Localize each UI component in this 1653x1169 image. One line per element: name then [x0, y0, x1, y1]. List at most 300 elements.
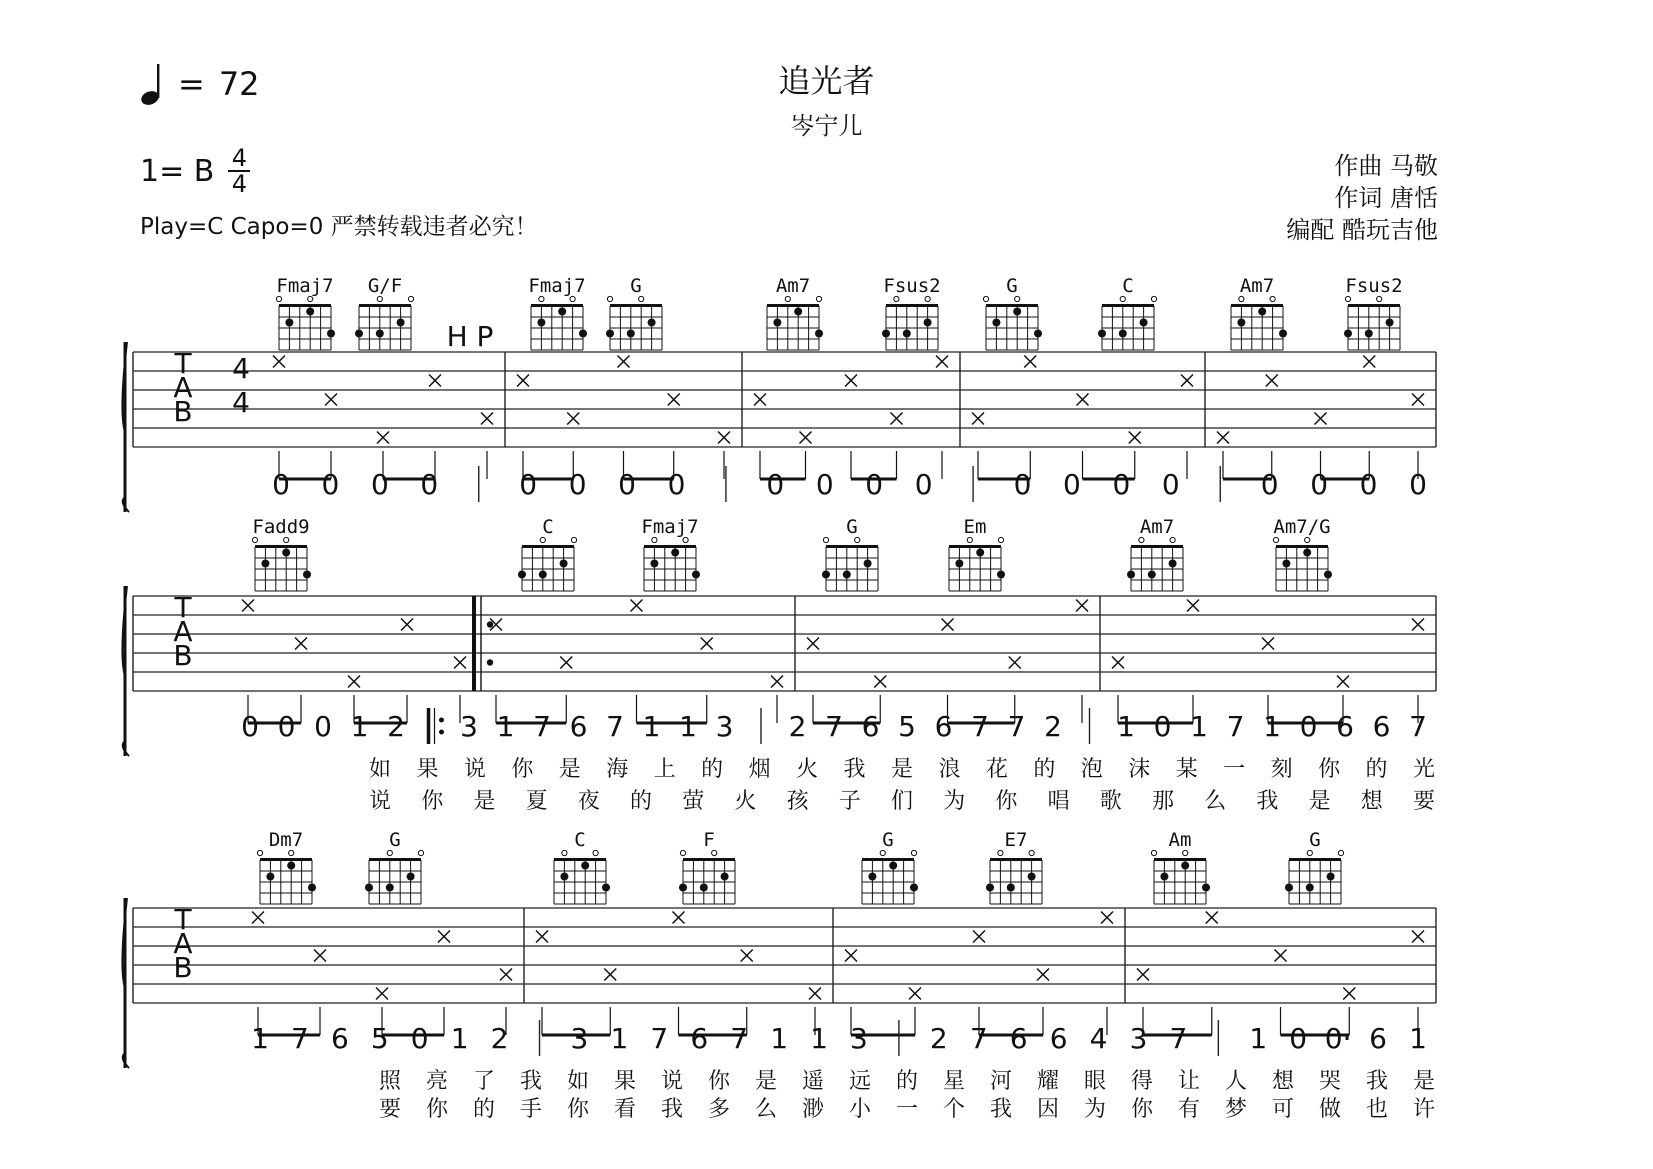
- chord-open-string-marker: [289, 850, 294, 855]
- chord-finger-dot: [650, 560, 658, 568]
- chord-open-string-marker: [540, 537, 545, 542]
- notation-digit: 4: [1089, 1022, 1108, 1055]
- chord-diagram: [949, 537, 1005, 591]
- chord-name: Fmaj7: [528, 275, 586, 297]
- notation-digit: 0: [1063, 468, 1081, 501]
- chord-finger-dot: [671, 549, 679, 557]
- lyric-verse-1: 沫: [1128, 757, 1151, 782]
- lyric-verse-2: 为: [943, 789, 966, 814]
- notation-repeat-dot: [439, 718, 444, 723]
- lyric-verse-2: 的: [472, 1097, 496, 1122]
- chord-open-string-marker: [683, 537, 688, 542]
- chord-finger-dot: [539, 571, 547, 579]
- lyric-verse-2: 我: [1256, 789, 1279, 814]
- chord-finger-dot: [648, 319, 656, 327]
- chord-finger-dot: [1028, 873, 1036, 881]
- lyric-verse-2: 有: [1177, 1097, 1201, 1122]
- chord-open-string-marker: [418, 850, 423, 855]
- chord-open-string-marker: [308, 296, 313, 301]
- chord-finger-dot: [924, 319, 932, 327]
- chord-open-string-marker: [570, 296, 575, 301]
- chord-diagram: [822, 537, 878, 591]
- notation-digit: 1: [610, 1022, 629, 1055]
- notation-digit: 0: [277, 710, 296, 743]
- chord-diagram: [983, 296, 1042, 350]
- chord-nut: [610, 304, 662, 307]
- chord-name: Am7: [1139, 516, 1175, 538]
- chord-finger-dot: [560, 560, 568, 568]
- notation-digit: 6: [934, 710, 953, 743]
- chord-name: C: [1122, 275, 1134, 297]
- chord-open-string-marker: [1015, 296, 1020, 301]
- chord-finger-dot: [868, 873, 876, 881]
- chord-name: Fadd9: [252, 516, 310, 538]
- lyric-verse-2: 那: [1151, 789, 1175, 814]
- tempo-equals: =: [178, 65, 205, 103]
- lyric-verse-2: 手: [519, 1097, 543, 1122]
- chord-open-string-marker: [652, 537, 657, 542]
- lyric-verse-1: 了: [472, 1069, 496, 1094]
- chord-open-string-marker: [998, 850, 1003, 855]
- chord-finger-dot: [285, 319, 293, 327]
- notation-digit: 0: [420, 468, 439, 501]
- chord-finger-dot: [903, 330, 911, 338]
- chord-open-string-marker: [855, 537, 860, 542]
- lyric-verse-1: 是: [754, 1069, 778, 1094]
- tab-clef-letter: A: [173, 371, 193, 404]
- composer-credit: 作曲 马敬: [1334, 152, 1438, 180]
- notation-digit: 7: [1226, 710, 1245, 743]
- lyric-verse-1: 海: [606, 757, 629, 782]
- lyric-verse-1: 你: [1318, 757, 1341, 782]
- notation-digit: 6: [1369, 1022, 1387, 1055]
- chord-diagram: [252, 537, 311, 591]
- notation-digit: 7: [1169, 1022, 1188, 1055]
- chord-name: Fsus2: [1345, 275, 1403, 297]
- chord-finger-dot: [1258, 308, 1266, 316]
- notation-digit: 0: [568, 468, 587, 501]
- chord-finger-dot: [815, 330, 823, 338]
- lyric-verse-2: 么: [1204, 789, 1227, 814]
- lyric-verse-1: 照: [378, 1069, 402, 1094]
- notation-digit: 7: [971, 710, 989, 743]
- chord-nut: [359, 304, 411, 307]
- notation-digit: 6: [1372, 710, 1391, 743]
- notation-digit: 7: [825, 710, 843, 743]
- lyric-verse-1: 光: [1412, 757, 1436, 782]
- chord-finger-dot: [376, 330, 384, 338]
- chord-diagram: [257, 850, 316, 904]
- lyric-verse-1: 远: [848, 1069, 872, 1094]
- chord-open-string-marker: [1151, 296, 1156, 301]
- chord-finger-dot: [1098, 330, 1106, 338]
- chord-name: G: [1309, 829, 1321, 851]
- lyric-verse-2: 你: [425, 1097, 449, 1122]
- chord-open-string-marker: [639, 296, 644, 301]
- lyric-verse-1: 眼: [1083, 1069, 1107, 1094]
- chord-open-string-marker: [712, 850, 717, 855]
- chord-finger-dot: [955, 560, 963, 568]
- tab-time-signature: 4: [232, 386, 250, 419]
- notation-digit: 6: [330, 1022, 349, 1055]
- chord-diagram: [1127, 537, 1183, 591]
- chord-open-string-marker: [785, 296, 790, 301]
- lyric-verse-1: 亮: [425, 1069, 449, 1094]
- notation-digit: 0: [1409, 468, 1427, 501]
- notation-digit: 3: [850, 1022, 868, 1055]
- chord-nut: [1289, 858, 1341, 861]
- chord-finger-dot: [386, 884, 394, 892]
- chord-finger-dot: [843, 571, 851, 579]
- lyric-verse-2: 你: [1130, 1097, 1154, 1122]
- notation-digit: 6: [690, 1022, 709, 1055]
- notation-digit: 0: [1013, 468, 1032, 501]
- chord-name: C: [542, 516, 554, 538]
- notation-digit: 0: [241, 710, 259, 743]
- notation-digit: 0: [1161, 468, 1180, 501]
- chord-nut: [986, 304, 1038, 307]
- chord-open-string-marker: [1139, 537, 1144, 542]
- chord-finger-dot: [1303, 549, 1311, 557]
- repeat-dot: [487, 659, 493, 665]
- lyric-verse-2: 看: [613, 1097, 637, 1122]
- chord-name: Fmaj7: [641, 516, 699, 538]
- notation-digit: 1: [770, 1022, 789, 1055]
- notation-digit: 1: [642, 710, 661, 743]
- notation-digit: 3: [570, 1022, 589, 1055]
- lyric-verse-1: 果: [416, 757, 439, 782]
- notation-digit: 7: [650, 1022, 669, 1055]
- lyric-verse-2: 一: [895, 1097, 919, 1122]
- lyric-verse-2: 我: [989, 1097, 1013, 1122]
- chord-finger-dot: [997, 571, 1005, 579]
- chord-diagram: [1273, 537, 1332, 591]
- chord-nut: [862, 858, 914, 861]
- chord-open-string-marker: [998, 537, 1003, 542]
- lyric-verse-1: 让: [1177, 1069, 1201, 1094]
- chord-nut: [369, 858, 421, 861]
- notation-digit: 6: [861, 710, 880, 743]
- chord-diagram: [518, 537, 577, 591]
- notation-digit: 7: [606, 710, 624, 743]
- chord-finger-dot: [1202, 884, 1210, 892]
- chord-finger-dot: [1013, 308, 1021, 316]
- chord-open-string-marker: [562, 850, 567, 855]
- notation-digit: 0: [914, 468, 933, 501]
- lyric-verse-2: 做: [1318, 1097, 1342, 1122]
- lyric-verse-1: 的: [1365, 757, 1388, 782]
- notation-digit: 7: [730, 1022, 749, 1055]
- chord-finger-dot: [976, 549, 984, 557]
- notation-digit: 1: [1409, 1022, 1427, 1055]
- tab-clef-letter: A: [173, 927, 193, 960]
- lyric-verse-1: 果: [613, 1069, 637, 1094]
- chord-finger-dot: [558, 308, 566, 316]
- notation-digit: 0: [1289, 1022, 1308, 1055]
- notation-digit: 0: [618, 468, 636, 501]
- notation-digit: 5: [898, 710, 916, 743]
- chord-name: G/F: [367, 275, 403, 297]
- lyric-verse-1: 说: [660, 1069, 684, 1094]
- lyric-verse-1: 我: [843, 757, 866, 782]
- chord-finger-dot: [287, 862, 295, 870]
- chord-finger-dot: [910, 884, 918, 892]
- chord-diagram: [882, 296, 938, 350]
- notation-digit: 2: [929, 1022, 948, 1055]
- notation-digit: 0: [519, 468, 538, 501]
- chord-finger-dot: [721, 873, 729, 881]
- chord-name: Am: [1168, 829, 1192, 851]
- notation-digit: 1: [1190, 710, 1208, 743]
- notation-digit: 1: [810, 1022, 828, 1055]
- notation-repeat-dot: [439, 730, 444, 735]
- chord-finger-dot: [627, 330, 635, 338]
- lyric-verse-1: 某: [1175, 757, 1198, 782]
- chord-open-string-marker: [894, 296, 899, 301]
- lyric-verse-1: 的: [895, 1069, 919, 1094]
- chord-nut: [1276, 545, 1328, 548]
- notation-digit: 7: [1409, 710, 1427, 743]
- notation-digit: 1: [350, 710, 369, 743]
- chord-open-string-marker: [1345, 296, 1350, 301]
- chord-name: Fmaj7: [276, 275, 334, 297]
- chord-open-string-marker: [823, 537, 828, 542]
- chord-finger-dot: [1148, 571, 1156, 579]
- chord-open-string-marker: [816, 296, 821, 301]
- chord-nut: [279, 304, 331, 307]
- lyric-verse-2: 的: [629, 789, 653, 814]
- notation-digit: 0: [1112, 468, 1131, 501]
- chord-open-string-marker: [680, 850, 685, 855]
- notation-digit: 1: [1263, 710, 1281, 743]
- chord-open-string-marker: [911, 850, 916, 855]
- chord-nut: [767, 304, 819, 307]
- notation-digit: 0: [1359, 468, 1378, 501]
- chord-name: E7: [1004, 829, 1028, 851]
- chord-diagram: [986, 850, 1042, 904]
- chord-finger-dot: [1327, 873, 1335, 881]
- chord-open-string-marker: [377, 296, 382, 301]
- chord-finger-dot: [537, 319, 545, 327]
- chord-open-string-marker: [1183, 850, 1188, 855]
- chord-open-string-marker: [276, 296, 281, 301]
- chord-finger-dot: [1160, 873, 1168, 881]
- notation-digit: 6: [1336, 710, 1354, 743]
- chord-nut: [554, 858, 606, 861]
- chord-finger-dot: [864, 560, 872, 568]
- lyric-verse-1: 烟: [748, 757, 771, 782]
- lyric-verse-2: 因: [1036, 1097, 1060, 1122]
- chord-open-string-marker: [387, 850, 392, 855]
- chord-diagram: [644, 537, 700, 591]
- chord-open-string-marker: [1270, 296, 1275, 301]
- lyric-verse-2: 萤: [682, 789, 705, 814]
- chord-open-string-marker: [593, 850, 598, 855]
- chord-nut: [949, 545, 1001, 548]
- lyric-verse-2: 你: [995, 789, 1018, 814]
- chord-nut: [683, 858, 735, 861]
- chord-finger-dot: [606, 330, 614, 338]
- lyric-verse-1: 泡: [1080, 757, 1103, 782]
- chord-finger-dot: [1386, 319, 1394, 327]
- chord-name: Em: [963, 516, 987, 538]
- lyric-verse-2: 小: [848, 1097, 872, 1122]
- notation-digit: 1: [679, 710, 697, 743]
- chord-open-string-marker: [539, 296, 544, 301]
- notation-digit: 0·: [1324, 1022, 1352, 1055]
- notation-digit: 7: [969, 1022, 988, 1055]
- chord-name: G: [630, 275, 642, 297]
- notation-digit: 0: [314, 710, 332, 743]
- chord-finger-dot: [365, 884, 373, 892]
- chord-finger-dot: [1119, 330, 1127, 338]
- lyric-verse-2: 歌: [1099, 789, 1122, 814]
- chord-open-string-marker: [983, 296, 988, 301]
- notation-digit: 1: [251, 1022, 269, 1055]
- chord-finger-dot: [303, 571, 311, 579]
- lyric-verse-1: 火: [796, 757, 819, 782]
- lyric-verse-1: 一: [1223, 757, 1246, 782]
- chord-open-string-marker: [284, 537, 289, 542]
- lyric-verse-2: 夏: [525, 789, 548, 814]
- lyric-verse-2: 说: [368, 789, 392, 814]
- chord-finger-dot: [308, 884, 316, 892]
- chord-finger-dot: [692, 571, 700, 579]
- lyric-verse-1: 你: [707, 1069, 731, 1094]
- chord-diagram: [1285, 850, 1344, 904]
- chord-finger-dot: [822, 571, 830, 579]
- chord-name: F: [703, 829, 715, 851]
- chord-diagram: [1151, 850, 1210, 904]
- play-note: Play=C Capo=0 严禁转载违者必究！: [140, 214, 538, 240]
- lyric-verse-2: 多: [707, 1097, 731, 1122]
- notation-digit: 7: [1007, 710, 1026, 743]
- chord-finger-dot: [1127, 571, 1135, 579]
- chord-finger-dot: [1306, 884, 1314, 892]
- chord-finger-dot: [602, 884, 610, 892]
- chord-nut: [1154, 858, 1206, 861]
- chord-open-string-marker: [571, 537, 576, 542]
- chord-open-string-marker: [252, 537, 257, 542]
- notation-digit: 0: [272, 468, 290, 501]
- chord-finger-dot: [992, 319, 1000, 327]
- singer-name: 岑宁儿: [790, 112, 863, 140]
- chord-finger-dot: [1237, 319, 1245, 327]
- chord-diagram: [767, 296, 823, 350]
- chord-finger-dot: [261, 560, 269, 568]
- chord-finger-dot: [1365, 330, 1373, 338]
- lyric-verse-1: 想: [1271, 1069, 1295, 1094]
- notation-digit: 7: [533, 710, 551, 743]
- lyric-verse-1: 如: [368, 757, 392, 782]
- lyric-verse-2: 你: [421, 789, 444, 814]
- notation-digit: 1: [450, 1022, 469, 1055]
- chord-diagram: [862, 850, 918, 904]
- notation-digit: 0: [410, 1022, 429, 1055]
- lyric-verse-1: 说: [463, 757, 486, 782]
- chord-open-string-marker: [1151, 850, 1156, 855]
- key-label: 1= B: [140, 153, 215, 189]
- lyric-verse-2: 要: [1412, 789, 1436, 814]
- chord-diagram: [554, 850, 610, 904]
- chord-finger-dot: [794, 308, 802, 316]
- lyric-verse-2: 唱: [1047, 789, 1070, 814]
- chord-diagram: [531, 296, 587, 350]
- chord-finger-dot: [560, 873, 568, 881]
- lyric-verse-1: 花: [985, 757, 1008, 782]
- chord-open-string-marker: [1377, 296, 1382, 301]
- lyric-verse-2: 么: [754, 1097, 778, 1122]
- chord-diagram: [365, 850, 424, 904]
- lyric-verse-1: 人: [1224, 1069, 1248, 1094]
- lyric-verse-1: 我: [519, 1069, 543, 1094]
- lyric-verse-2: 是: [473, 789, 496, 814]
- notation-digit: 0: [321, 468, 340, 501]
- chord-finger-dot: [1282, 560, 1290, 568]
- notation-digit: 3: [460, 710, 478, 743]
- chord-open-string-marker: [880, 850, 885, 855]
- chord-nut: [531, 304, 583, 307]
- chord-diagram: [1098, 296, 1157, 350]
- chord-nut: [255, 545, 307, 548]
- lyric-verse-2: 我: [660, 1097, 684, 1122]
- notation-digit: 6: [569, 710, 588, 743]
- notation-digit: 0: [370, 468, 389, 501]
- notation-digit: 1: [496, 710, 515, 743]
- chord-open-string-marker: [257, 850, 262, 855]
- chord-nut: [1348, 304, 1400, 307]
- notation-digit: 0: [1299, 710, 1318, 743]
- chord-finger-dot: [579, 330, 587, 338]
- lyric-verse-2: 们: [890, 789, 914, 814]
- chord-nut: [826, 545, 878, 548]
- technique-label: H P: [446, 320, 494, 353]
- lyric-verse-1: 你: [511, 757, 534, 782]
- lyric-verse-2: 夜: [577, 789, 600, 814]
- chord-finger-dot: [266, 873, 274, 881]
- song-title: 追光者: [778, 62, 875, 100]
- chord-finger-dot: [1169, 560, 1177, 568]
- chord-open-string-marker: [1029, 850, 1034, 855]
- tab-clef-letter: A: [173, 615, 193, 648]
- notation-digit: 7: [291, 1022, 309, 1055]
- lyric-verse-1: 的: [1033, 757, 1056, 782]
- chord-open-string-marker: [1170, 537, 1175, 542]
- chord-finger-dot: [306, 308, 314, 316]
- chord-finger-dot: [679, 884, 687, 892]
- chord-name: Am7: [1239, 275, 1275, 297]
- lyric-verse-1: 是: [890, 757, 914, 782]
- lyric-verse-1: 河: [989, 1069, 1013, 1094]
- lyricist-credit: 作词 唐恬: [1334, 184, 1438, 212]
- notation-digit: 2: [788, 710, 807, 743]
- notation-digit: 2: [490, 1022, 509, 1055]
- chord-nut: [644, 545, 696, 548]
- chord-open-string-marker: [408, 296, 413, 301]
- chord-name: G: [389, 829, 401, 851]
- chord-finger-dot: [1034, 330, 1042, 338]
- chord-diagram: [606, 296, 662, 350]
- chord-finger-dot: [518, 571, 526, 579]
- chord-diagram: [679, 850, 735, 904]
- chord-finger-dot: [1285, 884, 1293, 892]
- chord-open-string-marker: [967, 537, 972, 542]
- lyric-verse-2: 你: [566, 1097, 590, 1122]
- chord-nut: [1102, 304, 1154, 307]
- tab-clef-letter: T: [174, 347, 192, 380]
- chord-name: Am7: [775, 275, 811, 297]
- lyric-verse-1: 遥: [801, 1069, 825, 1094]
